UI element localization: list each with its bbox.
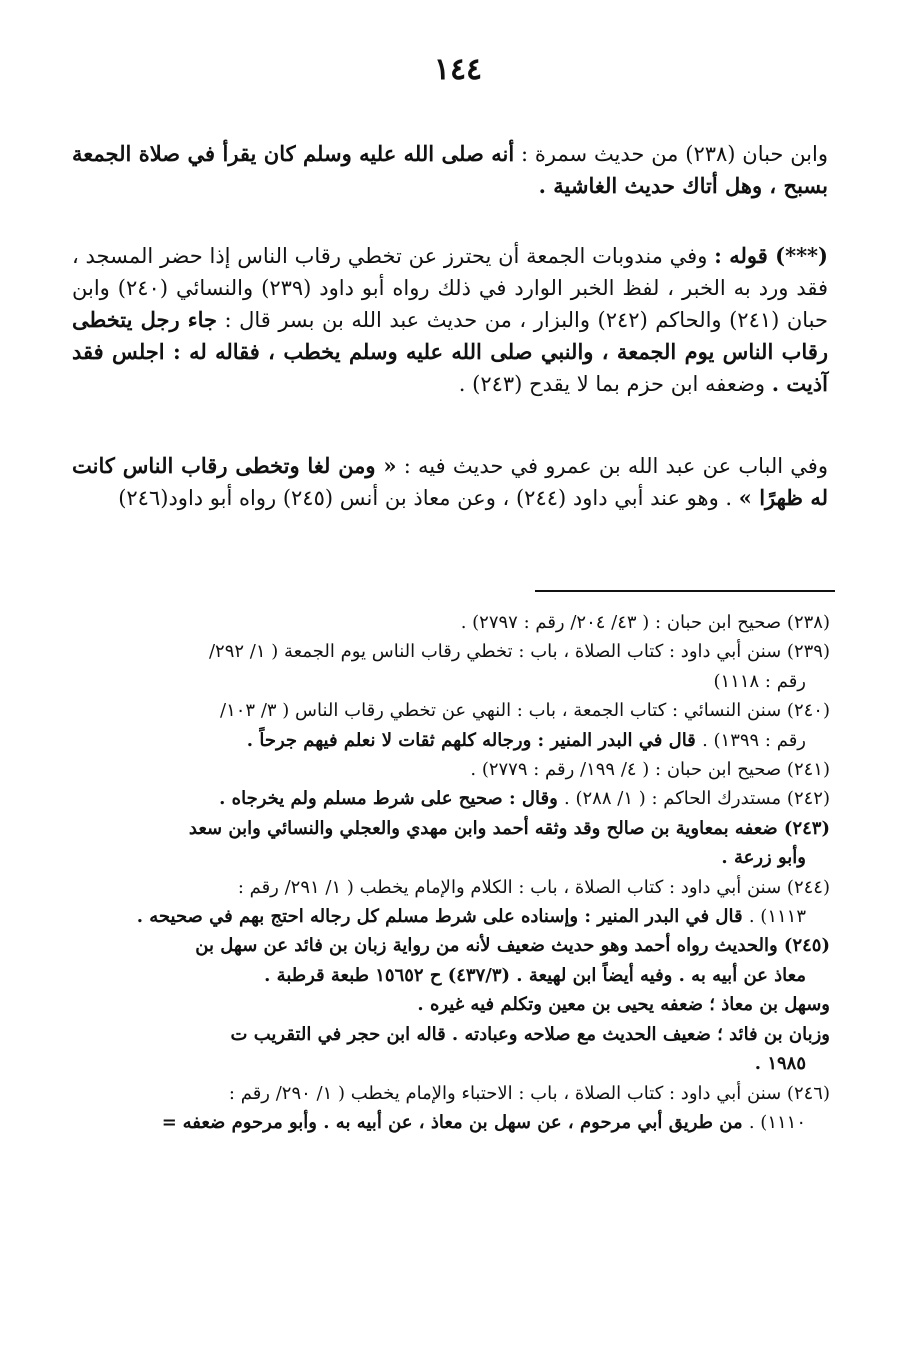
paragraph-1: [72, 138, 828, 202]
paragraph-2-text-d: والحاكم: [647, 308, 730, 332]
paragraph-3-hadith: « ومن لغا وتخطى رقاب الناس كانت له ظهرًا »: [72, 453, 828, 510]
footnote-245: [70, 931, 830, 990]
paragraph-1-source: من حديث سمرة :: [514, 142, 686, 166]
page-number: ١٤٤: [433, 52, 483, 87]
paragraph-2-text-f: وضعفه ابن حزم بما لا يقدح: [522, 372, 772, 396]
footnote-244-line-1: (٢٤٤) سنن أبي داود : كتاب الصلاة ، باب : الكلام والإمام يخطب ( ١/ ٢٩١/ رقم :: [237, 876, 830, 898]
footnote-244-number: ١١١٣) .: [748, 906, 806, 928]
paragraph-3: [72, 450, 828, 514]
footnote-246-number: ١١١٠) .: [748, 1111, 806, 1133]
footnote-245-note-zabban: [70, 1020, 830, 1079]
footnote-240-line-2: [70, 726, 830, 755]
paragraph-1-text: [72, 138, 828, 202]
footnote-ref-239: (٢٣٩): [261, 276, 312, 300]
paragraph-3-text-a: وفي الباب عن عبد الله بن عمرو في حديث فيه :: [396, 454, 828, 478]
footnote-divider: [535, 590, 835, 592]
paragraph-2-hadith: جاء رجل يتخطى رقاب الناس يوم الجمعة ، والنبي صلى الله عليه وسلم يخطب ، فقاله له : اجلس فقد آذيت .: [72, 307, 828, 396]
footnote-240-line-1: (٢٤٠) سنن النسائي : كتاب الجمعة ، باب : النهي عن تخطي رقاب الناس ( ٣/ ١٠٣/: [220, 700, 830, 722]
footnote-ref-242: (٢٤٢): [597, 308, 648, 332]
footnote-242-source: (٢٤٢) مستدرك الحاكم : ( ١/ ٢٨٨) .: [564, 788, 830, 810]
footnote-246-line-2: [70, 1108, 830, 1137]
footnote-242-comment: وقال : صحيح على شرط مسلم ولم يخرجاه .: [219, 788, 565, 810]
footnote-ref-243: (٢٤٣): [472, 372, 523, 396]
footnote-244-comment: قال في البدر المنير : وإسناده على شرط مسلم كل رجاله احتج بهم في صحيحه .: [136, 906, 749, 928]
footnote-245-line-2: معاذ عن أبيه به . وفيه أيضاً ابن لهيعة . (٤٣٧/٣) ح ١٥٦٥٢ طبعة قرطبة .: [264, 964, 806, 986]
paragraph-2: [72, 240, 828, 400]
footnote-242: [70, 784, 830, 813]
paragraph-2-marker: (***) قوله :: [714, 243, 828, 268]
footnote-245-zabban-line-1: وزبان بن فائد ؛ ضعيف الحديث مع صلاحه وعبادته . قاله ابن حجر في التقريب ت: [230, 1023, 830, 1045]
footnote-ref-246: (٢٤٦): [118, 486, 169, 510]
paragraph-2-text-b: والنسائي: [168, 276, 262, 300]
paragraph-2-text-e: والبزار ، من حديث عبد الله بن بسر قال :: [217, 308, 598, 332]
footnote-240: [70, 696, 830, 755]
paragraph-3-text-b: . وهو عند أبي داود: [566, 486, 739, 510]
footnote-246: [70, 1079, 830, 1138]
paragraph-1-hadith: أنه صلى الله عليه وسلم كان يقرأ في صلاة الجمعة بسبح ، وهل أتاك حديث الغاشية .: [72, 141, 828, 198]
footnote-246-line-1: (٢٤٦) سنن أبي داود : كتاب الصلاة ، باب : الاحتباء والإمام يخطب ( ١/ ٢٩٠/ رقم :: [228, 1082, 830, 1104]
footnote-240-comment: قال في البدر المنير : ورجاله كلهم ثقات لا نعلم فيهم جرحاً .: [246, 729, 703, 751]
footnote-241: (٢٤١) صحيح ابن حبان : ( ٤/ ١٩٩/ رقم : ٢٧٧٩) .: [470, 759, 830, 781]
footnote-ref-238: (٢٣٨): [685, 142, 736, 166]
paragraph-2-text: [72, 240, 828, 400]
footnote-240-number: رقم : ١٣٩٩) .: [702, 729, 806, 751]
footnote-245-note-sahl: وسهل بن معاذ ؛ ضعفه يحيى بن معين وتكلم فيه غيره .: [417, 994, 830, 1016]
paragraph-3-text-d: رواه أبو داود: [168, 486, 283, 510]
footnote-ref-240: (٢٤٠): [117, 276, 169, 300]
continuation-mark: =: [161, 1111, 177, 1133]
footnote-ref-244: (٢٤٤): [515, 486, 567, 510]
footnote-246-comment: من طريق أبي مرحوم ، عن سهل بن معاذ ، عن أبيه به . وأبو مرحوم ضعفه: [182, 1111, 749, 1133]
paragraph-1-intro: وابن حبان: [735, 142, 829, 166]
paragraph-3-text-c: ، وعن معاذ بن أنس: [333, 486, 516, 510]
paragraph-2-text-g: .: [458, 372, 473, 396]
footnote-245-line-1: (٢٤٥) والحديث رواه أحمد وهو حديث ضعيف لأنه من رواية زبان بن فائد عن سهل بن: [195, 935, 830, 957]
footnotes: [70, 608, 830, 1137]
footnote-239-line-1: (٢٣٩) سنن أبي داود : كتاب الصلاة ، باب : تخطي رقاب الناس يوم الجمعة ( ١/ ٢٩٢/: [208, 641, 830, 663]
paragraph-3-text: [72, 450, 828, 514]
footnote-245-zabban-line-2: ١٩٨٥ .: [754, 1053, 806, 1075]
footnote-239-line-2: رقم : ١١١٨): [713, 670, 806, 692]
footnote-244-line-2: [70, 902, 830, 931]
footnote-ref-245: (٢٤٥): [282, 486, 334, 510]
footnote-238: (٢٣٨) صحيح ابن حبان : ( ٤٣/ ٢٠٤/ رقم : ٢٧٩٧) .: [460, 612, 830, 633]
footnote-243-line-2: وأبو زرعة .: [721, 847, 806, 869]
footnote-244: [70, 873, 830, 932]
paragraph-2-text-a: وفي مندوبات الجمعة أن يحترز عن تخطي رقاب الناس إذا حضر المسجد ، فقد ورد به الخبر ، لفظ الخبر الوارد في ذلك رواه أبو داود: [72, 244, 828, 300]
footnote-239: [70, 637, 830, 696]
footnote-243: [70, 814, 830, 873]
footnote-243-line-1: (٢٤٣) ضعفه بمعاوية بن صالح وقد وثقه أحمد وابن مهدي والعجلي والنسائي وابن سعد: [188, 817, 830, 839]
footnote-ref-241: (٢٤١): [729, 308, 780, 332]
paragraph-2-text-c: وابن حبان: [72, 276, 828, 332]
